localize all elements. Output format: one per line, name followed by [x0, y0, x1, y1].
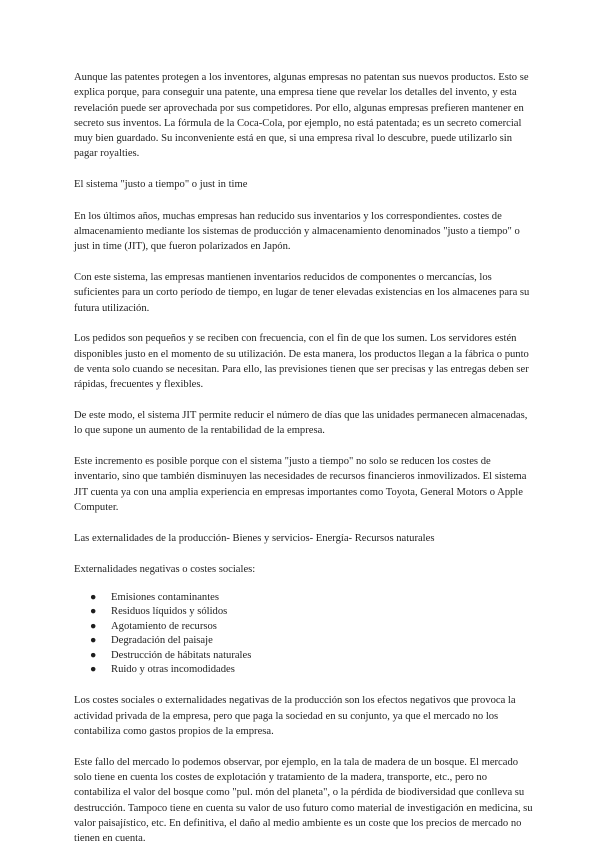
list-intro: Externalidades negativas o costes sociales:: [74, 564, 256, 576]
paragraph-jit-system: Con este sistema, las empresas mantienen inventarios reducidos de componentes o mercancías, los suficientes para un corto período de tiempo, en lugar de tener elevadas existencias en los almacenes para su futura utilización.: [74, 271, 530, 314]
list-item-text: Ruido y otras incomodidades: [111, 663, 235, 675]
paragraph-patents: Aunque las patentes protegen a los inventores, algunas empresas no patentan sus nuevos productos. Esto se explica porque, para conseguir una patente, una empresa tiene que revelar los detalles del invento, y esta revelación puede ser aprovechada por sus competidores. Por ello, algunas empresas prefieren mantener en secreto sus inventos. La fórmula de la Coca-Cola, por ejemplo, no está patentada; es un secreto comercial muy bien guardado. Su inconveniente está en que, si una empresa rival lo descubre, puede utilizarlo sin pagar royalties.: [74, 72, 529, 160]
list-item: [74, 620, 536, 634]
paragraph-jit-orders: Los pedidos son pequeños y se reciben con frecuencia, con el fin de que los sumen. Los servidores estén disponibles justo en el momento de su utilización. De esta manera, los productos llegan a la fábrica o punto de venta solo cuando se necesitan. Para ello, las previsiones tienen que ser precisas y las entregas deben ser rápidas, frecuentes y flexibles.: [74, 333, 529, 391]
paragraph-social-costs: Los costes sociales o externalidades negativas de la producción son los efectos negativos que provoca la actividad privada de la empresa, pero que paga la sociedad en su conjunto, ya que el mercado no los contabiliza como gastos propios de la empresa.: [74, 695, 516, 737]
list-item: [74, 605, 536, 619]
paragraph-jit-intro: En los últimos años, muchas empresas han reducido sus inventarios y los correspondientes. costes de almacenamiento mediante los sistemas de producción y almacenamiento denominados "justo a tiempo" o just in time (JIT), que fueron polarizados en Japón.: [74, 210, 520, 253]
bullet-icon: ●: [90, 591, 97, 603]
list-item-text: Destrucción de hábitats naturales: [111, 649, 252, 661]
list-item-text: Degradación del paisaje: [111, 635, 213, 647]
paragraph-market-failure: Este fallo del mercado lo podemos observar, por ejemplo, en la tala de madera de un bosque. El mercado solo tiene en cuenta los costes de explotación y tratamiento de la madera, transporte, etc., pero no contabiliza el valor del bosque como "pul. món del planeta", o la pérdida de biodiversidad que conlleva su destrucción. Tampoco tiene en cuenta su valor de uso futuro como material de investigación en medicina, su valor paisajístico, etc. En definitiva, el daño al medio ambiente es un coste que los precios de mercado no tienen en cuenta.: [74, 756, 533, 845]
bullet-icon: ●: [90, 620, 97, 632]
bullet-icon: ●: [90, 663, 97, 675]
paragraph-jit-benefit: De este modo, el sistema JIT permite reducir el número de días que las unidades permanecen almacenadas, lo que supone un aumento de la rentabilidad de la empresa.: [74, 410, 528, 437]
list-item-text: Residuos líquidos y sólidos: [111, 606, 228, 618]
bullet-icon: ●: [90, 635, 97, 647]
list-item: [74, 663, 536, 677]
list-item: [74, 634, 536, 648]
section-heading-jit: El sistema "justo a tiempo" o just in time: [74, 179, 248, 191]
section-heading-externalities: Las externalidades de la producción- Bienes y servicios- Energía- Recursos naturales: [74, 532, 435, 544]
negative-externalities-list: [74, 591, 536, 677]
list-item-text: Agotamiento de recursos: [111, 620, 217, 632]
paragraph-jit-costs: Este incremento es posible porque con el sistema "justo a tiempo" no solo se reducen los costes de inventario, sino que también disminuyen las necesidades de recursos financieros inmovilizados. El sistema JIT cuenta ya con una amplia experiencia en empresas importantes como Toyota, General Motors o Apple Computer.: [74, 456, 527, 514]
bullet-icon: ●: [90, 649, 97, 661]
list-item: [74, 649, 536, 663]
bullet-icon: ●: [90, 606, 97, 618]
document-page: [74, 70, 536, 862]
list-item-text: Emisiones contaminantes: [111, 591, 219, 603]
list-item: [74, 591, 536, 605]
